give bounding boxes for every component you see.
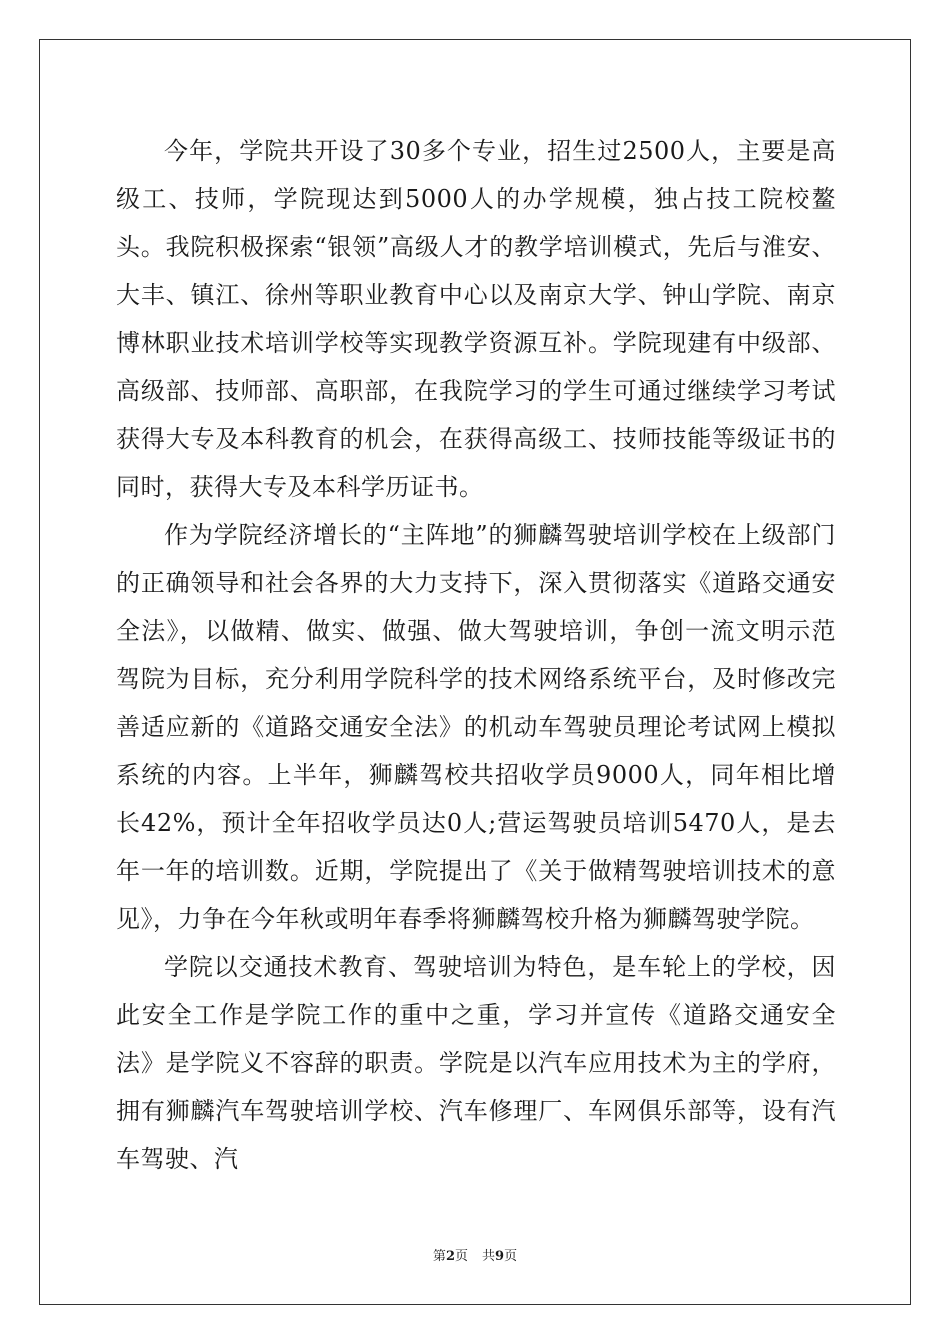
paragraph-3: 学院以交通技术教育、驾驶培训为特色，是车轮上的学校，因此安全工作是学院工作的重中之重，学习并宣传《道路交通安全法》是学院义不容辞的职责。学院是以汽车应用技术为主的学府，拥有狮麟汽车驾驶培训学校、汽车修理厂、车网俱乐部等，设有汽车驾驶、汽 <box>116 953 836 1173</box>
total-prefix: 共 <box>482 1249 496 1264</box>
page-footer <box>0 1245 950 1264</box>
document-body <box>116 127 836 1183</box>
page-prefix: 第 <box>432 1249 446 1264</box>
total-pages-number: 9 <box>495 1249 505 1264</box>
page-suffix: 页 <box>454 1249 468 1264</box>
current-page-number: 2 <box>445 1249 455 1264</box>
total-suffix: 页 <box>504 1249 518 1264</box>
paragraph-1: 今年，学院共开设了30多个专业，招生过2500人，主要是高级工、技师，学院现达到5000人的办学规模，独占技工院校鳌头。我院积极探索“银领”高级人才的教学培训模式，先后与淮安、大丰、镇江、徐州等职业教育中心以及南京大学、钟山学院、南京博林职业技术培训学校等实现教学资源互补。学院现建有中级部、高级部、技师部、高职部，在我院学习的学生可通过继续学习考试获得大专及本科教育的机会，在获得高级工、技师技能等级证书的同时，获得大专及本科学历证书。 <box>116 137 836 501</box>
paragraph-2: 作为学院经济增长的“主阵地”的狮麟驾驶培训学校在上级部门的正确领导和社会各界的大力支持下，深入贯彻落实《道路交通安全法》，以做精、做实、做强、做大驾驶培训，争创一流文明示范驾院为目标，充分利用学院科学的技术网络系统平台，及时修改完善适应新的《道路交通安全法》的机动车驾驶员理论考试网上模拟系统的内容。上半年，狮麟驾校共招收学员9000人，同年相比增长42%，预计全年招收学员达0人;营运驾驶员培训5470人，是去年一年的培训数。近期，学院提出了《关于做精驾驶培训技术的意见》，力争在今年秋或明年春季将狮麟驾校升格为狮麟驾驶学院。 <box>116 521 836 933</box>
